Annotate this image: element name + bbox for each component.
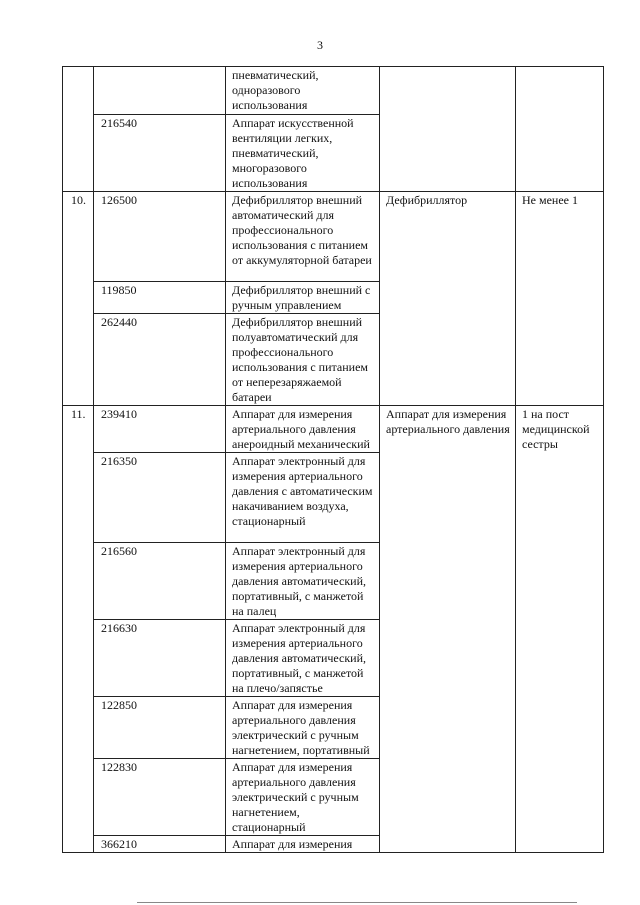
row-number-cell: 10. bbox=[63, 192, 94, 406]
code-cell: 126500 bbox=[94, 192, 226, 282]
name-cell: Аппарат электронный для измерения артериального давления автоматический, портативный, с манжетой на плечо/запястье bbox=[226, 620, 380, 697]
code-cell: 119850 bbox=[94, 282, 226, 314]
name-cell: Аппарат для измерения артериального давления электрический с ручным нагнетением, портативный bbox=[226, 697, 380, 759]
name-cell: Аппарат для измерения артериального давления анероидный механический bbox=[226, 406, 380, 453]
code-cell: 366210 bbox=[94, 836, 226, 853]
code-cell: 216540 bbox=[94, 115, 226, 192]
name-cell: Дефибриллятор внешний автоматический для профессионального использования с питанием от аккумуляторной батареи bbox=[226, 192, 380, 282]
name-cell: Аппарат электронный для измерения артериального давления автоматический, портативный, с манжетой на палец bbox=[226, 543, 380, 620]
code-cell: 122830 bbox=[94, 759, 226, 836]
table-row bbox=[63, 406, 604, 453]
equipment-cell: Дефибриллятор bbox=[380, 192, 516, 406]
code-cell bbox=[94, 67, 226, 115]
name-cell: пневматический, одноразового использования bbox=[226, 67, 380, 115]
name-cell: Аппарат для измерения bbox=[226, 836, 380, 853]
code-cell: 122850 bbox=[94, 697, 226, 759]
table-row bbox=[63, 67, 604, 115]
row-number-cell bbox=[63, 67, 94, 192]
name-cell: Аппарат для измерения артериального давления электрический с ручным нагнетением, стационарный bbox=[226, 759, 380, 836]
equipment-cell bbox=[380, 67, 516, 192]
scan-edge-bottom bbox=[137, 902, 577, 903]
equipment-table bbox=[62, 66, 604, 853]
row-number-cell: 11. bbox=[63, 406, 94, 853]
equipment-cell: Аппарат для измерения артериального давления bbox=[380, 406, 516, 853]
quantity-cell: Не менее 1 bbox=[516, 192, 604, 406]
table-row bbox=[63, 192, 604, 282]
code-cell: 216630 bbox=[94, 620, 226, 697]
code-cell: 262440 bbox=[94, 314, 226, 406]
name-cell: Аппарат искусственной вентиляции легких, пневматический, многоразового использования bbox=[226, 115, 380, 192]
name-cell: Аппарат электронный для измерения артериального давления с автоматическим накачиванием воздуха, стационарный bbox=[226, 453, 380, 543]
code-cell: 239410 bbox=[94, 406, 226, 453]
code-cell: 216350 bbox=[94, 453, 226, 543]
name-cell: Дефибриллятор внешний полуавтоматический для профессионального использования с питанием от неперезаряжаемой батареи bbox=[226, 314, 380, 406]
code-cell: 216560 bbox=[94, 543, 226, 620]
name-cell: Дефибриллятор внешний с ручным управлением bbox=[226, 282, 380, 314]
quantity-cell bbox=[516, 67, 604, 192]
quantity-cell: 1 на пост медицинской сестры bbox=[516, 406, 604, 853]
page-number: 3 bbox=[317, 38, 323, 52]
